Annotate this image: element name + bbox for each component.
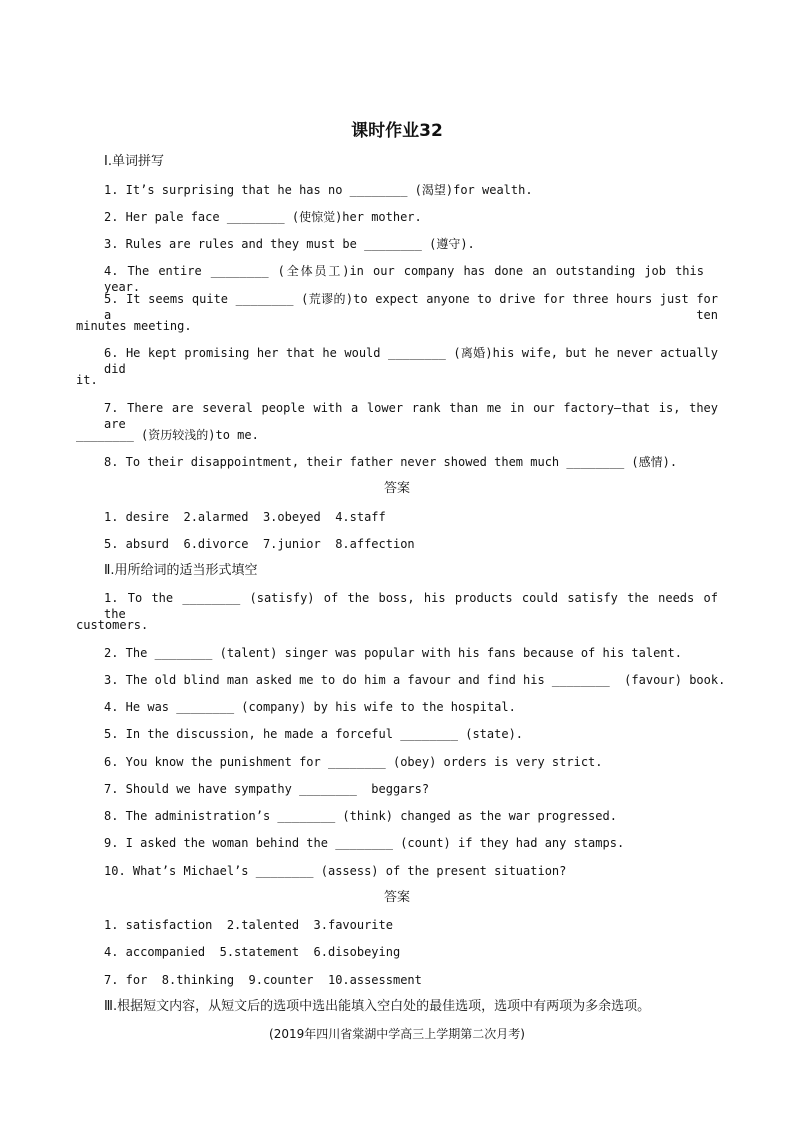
section-1-item: 1. It’s surprising that he has no ________ (渴望)for wealth. (104, 183, 533, 197)
section-3-source: (2019年四川省棠湖中学高三上学期第二次月考) (269, 1027, 525, 1041)
section-1-item: 5. It seems quite ________ (荒谬的)to expect anyone to drive for three hours just for a ten (104, 292, 718, 322)
section-1-answer: 1. desire 2.alarmed 3.obeyed 4.staff (104, 510, 386, 524)
section-3-heading: Ⅲ.根据短文内容，从短文后的选项中选出能填入空白处的最佳选项，选项中有两项为多余选项。 (104, 999, 651, 1014)
section-1-answer-heading: 答案 (383, 481, 410, 496)
section-1-item: 2. Her pale face ________ (使惊觉)her mother. (104, 210, 422, 224)
section-2-item: 8. The administration’s ________ (think) changed as the war progressed. (104, 809, 617, 823)
section-1-item: 6. He kept promising her that he would ________ (离婚)his wife, but he never actually did (104, 346, 718, 376)
section-1-answer: 5. absurd 6.divorce 7.junior 8.affection (104, 537, 415, 551)
section-2-item: 6. You know the punishment for ________ (obey) orders is very strict. (104, 755, 603, 769)
section-2-item-cont: customers. (76, 618, 149, 632)
section-2-item: 7. Should we have sympathy ________ beggars? (104, 782, 430, 796)
section-2-heading: Ⅱ.用所给词的适当形式填空 (104, 563, 258, 578)
section-1-item-cont: it. (76, 373, 98, 387)
section-1-item: 7. There are several people with a lower rank than me in our factory—that is, they are (104, 401, 718, 431)
section-1-item-cont: ________ (资历较浅的)to me. (76, 428, 259, 442)
section-1-item: 3. Rules are rules and they must be ________ (遵守). (104, 237, 475, 251)
section-1-item: 8. To their disappointment, their father never showed them much ________ (感情). (104, 455, 678, 469)
page-title: 课时作业32 (351, 121, 443, 141)
section-2-item: 3. The old blind man asked me to do him a favour and find his ________ (favour) book. (104, 673, 726, 687)
section-2-answer: 1. satisfaction 2.talented 3.favourite (104, 918, 393, 932)
section-2-item: 5. In the discussion, he made a forceful ________ (state). (104, 727, 524, 741)
section-1-heading: Ⅰ.单词拼写 (104, 154, 164, 169)
section-2-item: 9. I asked the woman behind the ________ (count) if they had any stamps. (104, 836, 625, 850)
section-2-answer: 7. for 8.thinking 9.counter 10.assessment (104, 973, 422, 987)
section-2-answer-heading: 答案 (383, 890, 410, 905)
section-2-item: 2. The ________ (talent) singer was popular with his fans because of his talent. (104, 646, 682, 660)
section-2-item: 4. He was ________ (company) by his wife to the hospital. (104, 700, 516, 714)
section-2-answer: 4. accompanied 5.statement 6.disobeying (104, 945, 401, 959)
section-2-item: 10. What’s Michael’s ________ (assess) of the present situation? (104, 864, 567, 878)
section-2-item: 1. To the ________ (satisfy) of the boss, his products could satisfy the needs of the (104, 591, 718, 621)
section-1-item-cont: minutes meeting. (76, 319, 192, 333)
section-1-item: 4. The entire ________ (全体员工)in our company has done an outstanding job this year. (104, 264, 704, 294)
